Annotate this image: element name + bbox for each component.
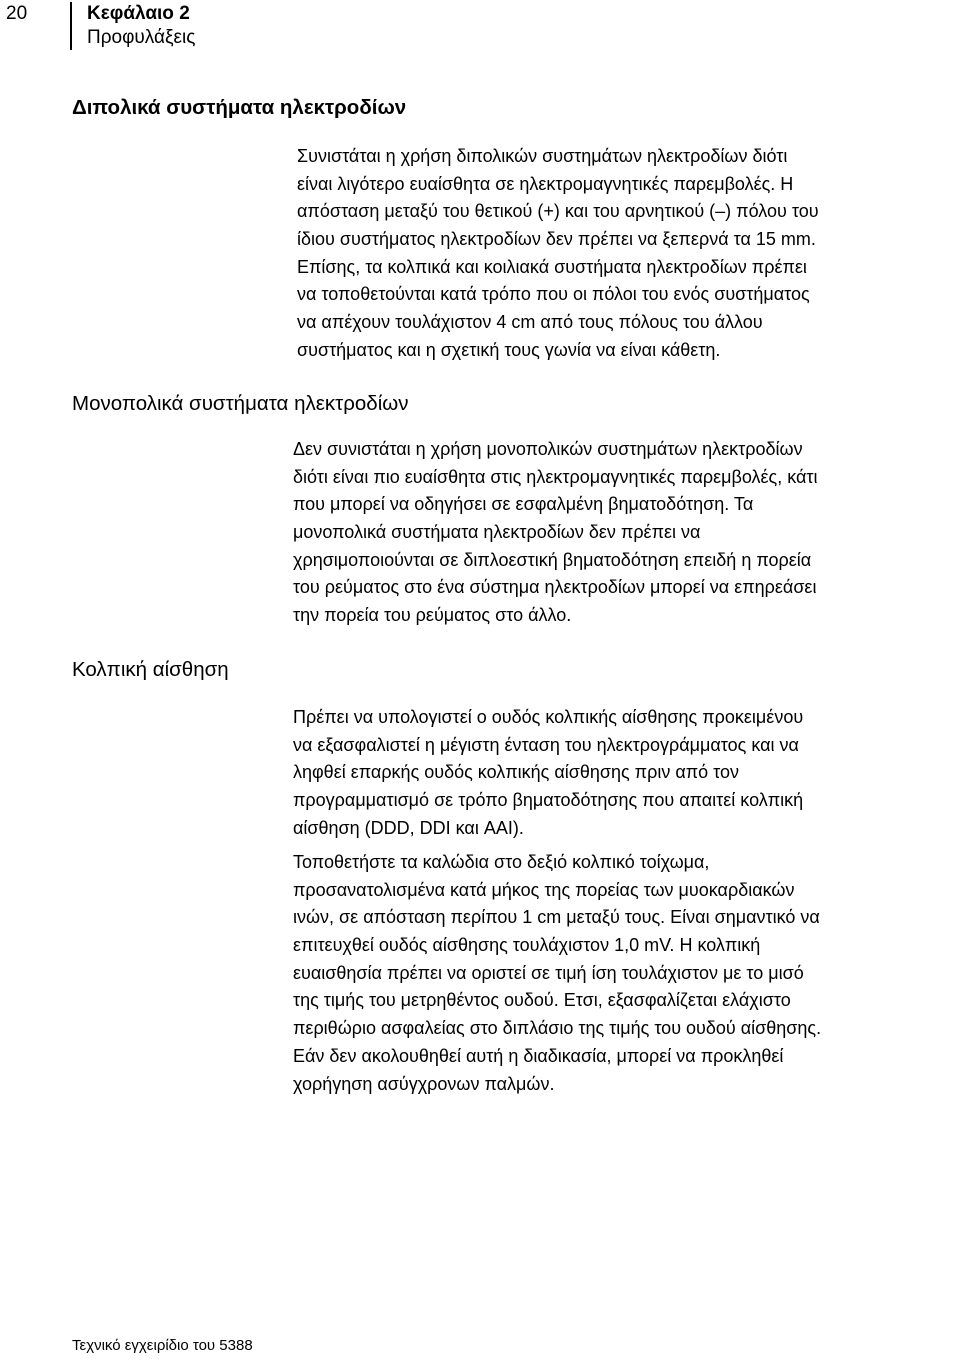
- text-line: μονοπολικά συστήματα ηλεκτροδίων δεν πρέπει να: [293, 522, 701, 543]
- text-line: απόσταση μεταξύ του θετικού (+) και του αρνητικού (–) πόλου του: [297, 201, 819, 222]
- section-heading-atrial-sensing: Κολπική αίσθηση: [72, 658, 229, 681]
- text-line: Συνιστάται η χρήση διπολικών συστημάτων ηλεκτροδίων διότι: [297, 146, 788, 166]
- text-line: προγραμματισμό σε τρόπο βηματοδότησης που απαιτεί κολπική: [293, 790, 804, 811]
- section-heading-unipolar: Μονοπολικά συστήματα ηλεκτροδίων: [72, 392, 409, 415]
- paragraph-bipolar: [297, 143, 819, 365]
- text-line: αίσθηση (DDD, DDI και AAI).: [293, 817, 524, 838]
- text-line: Πρέπει να υπολογιστεί ο ουδός κολπικής αίσθησης προκειμένου: [293, 707, 804, 727]
- footer-manual-title: Τεχνικό εγχειρίδιο του 5388: [72, 1337, 253, 1354]
- paragraph-atrial-sensing-2: [293, 849, 821, 1098]
- text-line: επιτευχθεί ουδός αίσθησης τουλάχιστον 1,0 mV. Η κολπική: [293, 935, 761, 956]
- text-line: του ρεύματος στο ένα σύστημα ηλεκτροδίων μπορεί να επηρεάσει: [293, 577, 817, 598]
- text-line: Δεν συνιστάται η χρήση μονοπολικών συστημάτων ηλεκτροδίων: [293, 439, 803, 459]
- section-heading-bipolar: Διπολικά συστήματα ηλεκτροδίων: [72, 96, 407, 119]
- page-number: 20: [6, 3, 28, 24]
- text-line: την πορεία του ρεύματος στο άλλο.: [293, 605, 572, 626]
- paragraph-unipolar: [293, 436, 818, 630]
- text-line: διότι είναι πιο ευαίσθητα στις ηλεκτρομαγνητικές παρεμβολές, κάτι: [293, 466, 818, 487]
- header-divider: [70, 2, 72, 50]
- text-line: ληφθεί επαρκής ουδός κολπικής αίσθησης πριν από τον: [293, 762, 740, 783]
- text-line: περιθώριο ασφαλείας στο διπλάσιο της τιμής του ουδού αίσθησης.: [293, 1018, 822, 1039]
- chapter-subtitle: Προφυλάξεις: [87, 27, 196, 48]
- text-line: προσανατολισμένα κατά μήκος της πορείας των μυοκαρδιακών: [293, 879, 795, 900]
- text-line: να εξασφαλιστεί η μέγιστη ένταση του ηλεκτρογράμματος και να: [293, 734, 799, 755]
- text-line: Εάν δεν ακολουθηθεί αυτή η διαδικασία, μπορεί να προκληθεί: [293, 1045, 784, 1066]
- text-line: της τιμής του μετρηθέντος ουδού. Ετσι, εξασφαλίζεται ελάχιστο: [293, 990, 791, 1011]
- text-line: Επίσης, τα κολπικά και κοιλιακά συστήματα ηλεκτροδίων πρέπει: [297, 256, 807, 277]
- text-line: χορήγηση ασύγχρονων παλμών.: [293, 1073, 555, 1094]
- text-line: χρησιμοποιούνται σε διπλοεστική βηματοδότηση επειδή η πορεία: [293, 549, 812, 570]
- text-line: να τοποθετούνται κατά τρόπο που οι πόλοι του ενός συστήματος: [297, 284, 810, 305]
- running-header: [87, 3, 195, 51]
- text-line: ευαισθησία πρέπει να οριστεί σε τιμή ίση τουλάχιστον με το μισό: [293, 962, 804, 983]
- text-line: Τοποθετήστε τα καλώδια στο δεξιό κολπικό τοίχωμα,: [293, 852, 710, 872]
- text-line: που μπορεί να οδηγήσει σε εσφαλμένη βηματοδότηση. Τα: [293, 494, 754, 515]
- chapter-title: Κεφάλαιο 2: [87, 3, 190, 24]
- text-line: να απέχουν τουλάχιστον 4 cm από τους πόλους του άλλου: [297, 312, 763, 333]
- text-line: συστήματος και η σχετική τους γωνία να είναι κάθετη.: [297, 339, 721, 360]
- text-line: είναι λιγότερο ευαίσθητα σε ηλεκτρομαγνητικές παρεμβολές. Η: [297, 173, 794, 194]
- paragraph-atrial-sensing-1: [293, 704, 803, 842]
- text-line: ίδιου συστήματος ηλεκτροδίων δεν πρέπει να ξεπερνά τα 15 mm.: [297, 229, 816, 250]
- text-line: ινών, σε απόσταση περίπου 1 cm μεταξύ τους. Είναι σημαντικό να: [293, 907, 820, 928]
